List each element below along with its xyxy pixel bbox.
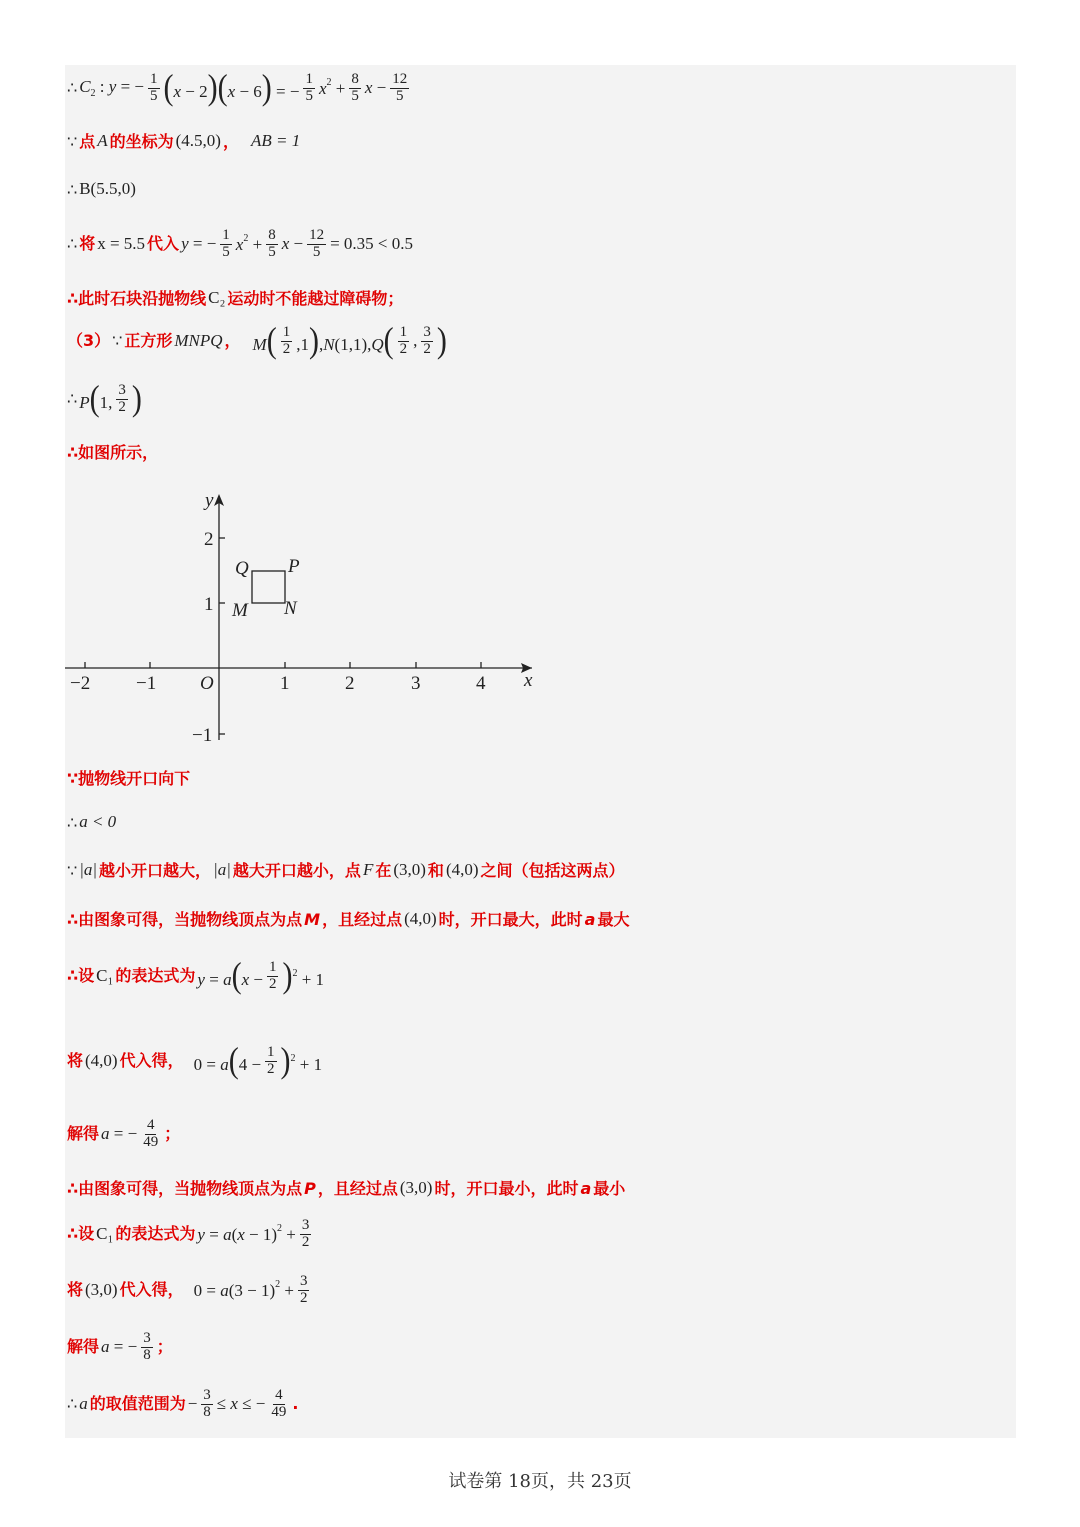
line-point-a: ∵ 点 A 的坐标为 (4.5,0) ， AB = 1 xyxy=(67,131,301,151)
line-substitute: ∴ 将 x = 5.5 代入 y = − $\frac{1}{5}$ $x^2$ + $\frac{8}{5}$ x − $\frac{12}{5}$ = 0.35 < 0.5 xyxy=(67,227,414,260)
x-tick-label: 2 xyxy=(345,673,355,694)
line-vertex-p: ∴由图象可得，当抛物线顶点为点 P ，且经过点 (3,0) 时，开口最小，此时 a 最小 xyxy=(67,1178,626,1198)
line-substitute-3-0: 将 (3,0) 代入得， $0 = a(3 - 1)^2$ + $\frac{3}{2}$ xyxy=(67,1273,308,1306)
point-label-n: N xyxy=(284,598,297,619)
x-tick-label: 1 xyxy=(280,673,290,694)
line-conclusion-c2: ∴此时石块沿抛物线 C₂ 运动时不能越过障碍物； xyxy=(67,288,404,308)
coordinate-figure xyxy=(60,488,550,750)
square-mnpq xyxy=(252,571,285,603)
line-point-b: ∴ B(5.5,0) xyxy=(67,179,136,199)
line-c1-form-1: ∴设 C₁ 的表达式为 y = a(x − $\frac{1}{2}$ )$^2$ + 1 xyxy=(67,955,325,996)
x-tick-label: 4 xyxy=(476,673,486,694)
line-square: （3） ∵ 正方形 MNPQ ， M( $\frac{1}{2}$ ,1),N(1,1),Q( $\frac{1}{2}$ , $\frac{3}{2}$ ) xyxy=(67,320,447,361)
x-tick-label: 3 xyxy=(411,673,421,694)
line-substitute-4-0: 将 (4,0) 代入得， 0 = a(4 − $\frac{1}{2}$ )$^2$ + 1 xyxy=(67,1040,323,1081)
line-solve-a-2: 解得 a = − $\frac{3}{8}$ ； xyxy=(67,1330,173,1363)
page-footer: 试卷第 18页，共 23页 xyxy=(448,1471,632,1492)
substitute-formula: y = − xyxy=(181,233,217,253)
x-tick-label: −1 xyxy=(136,673,157,694)
origin-label: O xyxy=(200,673,214,694)
x-axis-label: x xyxy=(524,670,533,691)
square-coords: M( xyxy=(252,320,277,361)
line-c2-formula: ∴ $C_2$ : y = − $\frac{1}{5}$ (x − 2)(x − 6) = − $\frac{1}{5}$ $x^2$ + $\frac{8}{5}$ x − $\frac{12}{5}$ xyxy=(67,67,408,108)
y-tick-label: −1 xyxy=(192,725,213,746)
line-abs-a: ∵ |a| 越小开口越大， |a| 越大开口越小，点 F 在 (3,0) 和 (4,0) 之间（包括这两点） xyxy=(67,860,625,880)
line-opens-down: ∵抛物线开口向下 xyxy=(67,769,191,788)
c2-formula: $C_2$ : y = − xyxy=(79,76,144,99)
y-axis-label: y xyxy=(205,490,214,511)
point-label-q: Q xyxy=(235,558,249,579)
y-tick-label: 2 xyxy=(204,529,214,550)
point-label-m: M xyxy=(232,600,248,621)
point-label-p: P xyxy=(288,556,300,577)
line-point-p: ∴ P(1, $\frac{3}{2}$ ) xyxy=(67,378,142,419)
y-tick-label: 1 xyxy=(204,594,214,615)
line-solve-a-1: 解得 a = − $\frac{4}{49}$ ； xyxy=(67,1117,181,1150)
x-tick-label: −2 xyxy=(70,673,91,694)
line-a-negative: ∴ a < 0 xyxy=(67,812,117,832)
line-vertex-m: ∴由图象可得，当抛物线顶点为点 M ，且经过点 (4,0) 时，开口最大，此时 a 最大 xyxy=(67,909,630,929)
line-c1-form-2: ∴设 C₁ 的表达式为 $y = a(x - 1)^2$ + $\frac{3}{2}$ xyxy=(67,1217,310,1250)
line-range: ∴ a 的取值范围为 − $\frac{3}{8}$ ≤ x ≤ − $\frac{4}{49}$ . xyxy=(67,1387,299,1420)
line-as-shown: ∴如图所示， xyxy=(67,443,159,462)
